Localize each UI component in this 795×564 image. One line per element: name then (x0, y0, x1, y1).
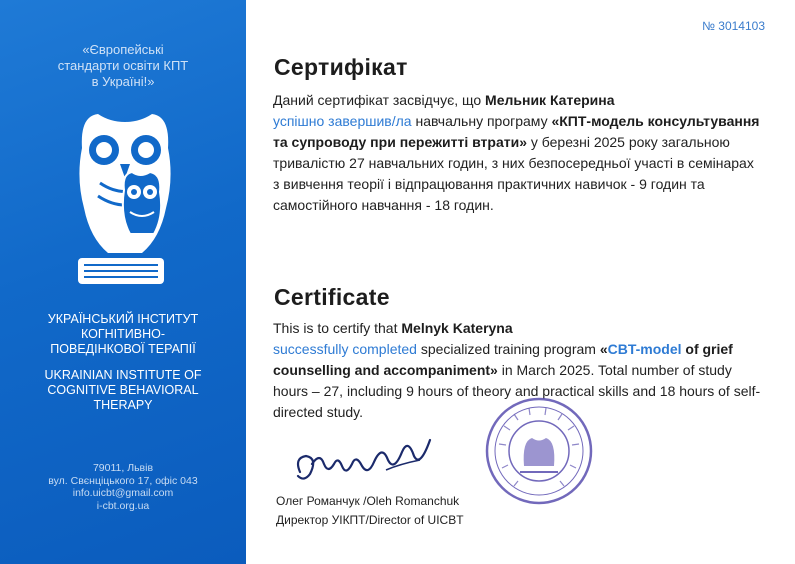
text-en-details: in March 2025. Total number of study hours – 27, including 9 hours of theory and practical skills and 18 hours of self- directed study. (273, 362, 761, 420)
email-link[interactable]: info.uicbt@gmail.com (72, 487, 174, 499)
address-city: 79011, Львів (92, 462, 154, 474)
slogan: «Європейські стандарти освіти КПТ в Україні!» (57, 42, 189, 89)
sidebar-panel (0, 0, 246, 564)
text-en-intro: This is to certify that (273, 320, 402, 336)
text-ua-details: у березні 2025 року загальною тривалістю 27 навчальних годин, з них безпосередньої участі в семінарах з вивчення теорії і відпрацювання практичних навичок - 9 годин та самостійного навчання - 18 годин. (273, 134, 754, 213)
program-quote-open: « (599, 341, 608, 357)
signatory-name: Олег Романчук /Oleh Romanchuk (276, 494, 460, 508)
institute-name-en: UKRAINIAN INSTITUTE OF COGNITIVE BEHAVIORAL THERAPY (44, 368, 202, 412)
official-stamp-icon (484, 396, 594, 506)
signatory-block (276, 492, 464, 530)
owl-logo-icon (70, 108, 180, 293)
recipient-name-ua: Мельник Катерина (485, 92, 615, 108)
text-ua-intro: Даний сертифікат засвідчує, що (273, 92, 486, 108)
website-link[interactable]: i-cbt.org.ua (96, 499, 150, 512)
program-name-ua: «КПТ-модель консультування та супроводу при пережитті втрати» (273, 113, 760, 150)
certificate-text-ua (273, 90, 763, 216)
text-ua-program-intro: навчальну програму (411, 113, 552, 129)
completed-label-en: successfully completed (273, 341, 417, 357)
program-quote-close: » (490, 362, 498, 378)
address-street: вул. Свєнціцького 17, офіс 043 (48, 474, 198, 487)
completed-label-ua: успішно завершив/ла (273, 113, 412, 129)
recipient-name-en: Melnyk Kateryna (401, 320, 513, 336)
title-en: Certificate (274, 284, 390, 310)
program-name-en-part1: CBT-model (607, 341, 682, 357)
certificate-number: № 3014103 (702, 19, 765, 33)
signature-icon (290, 430, 440, 490)
signatory-position: Директор УІКПТ/Director of UICBT (276, 513, 464, 527)
title-ua: Сертифікат (274, 54, 408, 80)
institute-name-ua: УКРАЇНСЬКИЙ ІНСТИТУТ КОГНІТИВНО- ПОВЕДІНКОВОЇ ТЕРАПІЇ (47, 312, 199, 356)
program-name-en-part2: of grief counselling and accompaniment (273, 341, 733, 378)
text-en-program-intro: specialized training program (416, 341, 600, 357)
contacts (18, 462, 228, 512)
